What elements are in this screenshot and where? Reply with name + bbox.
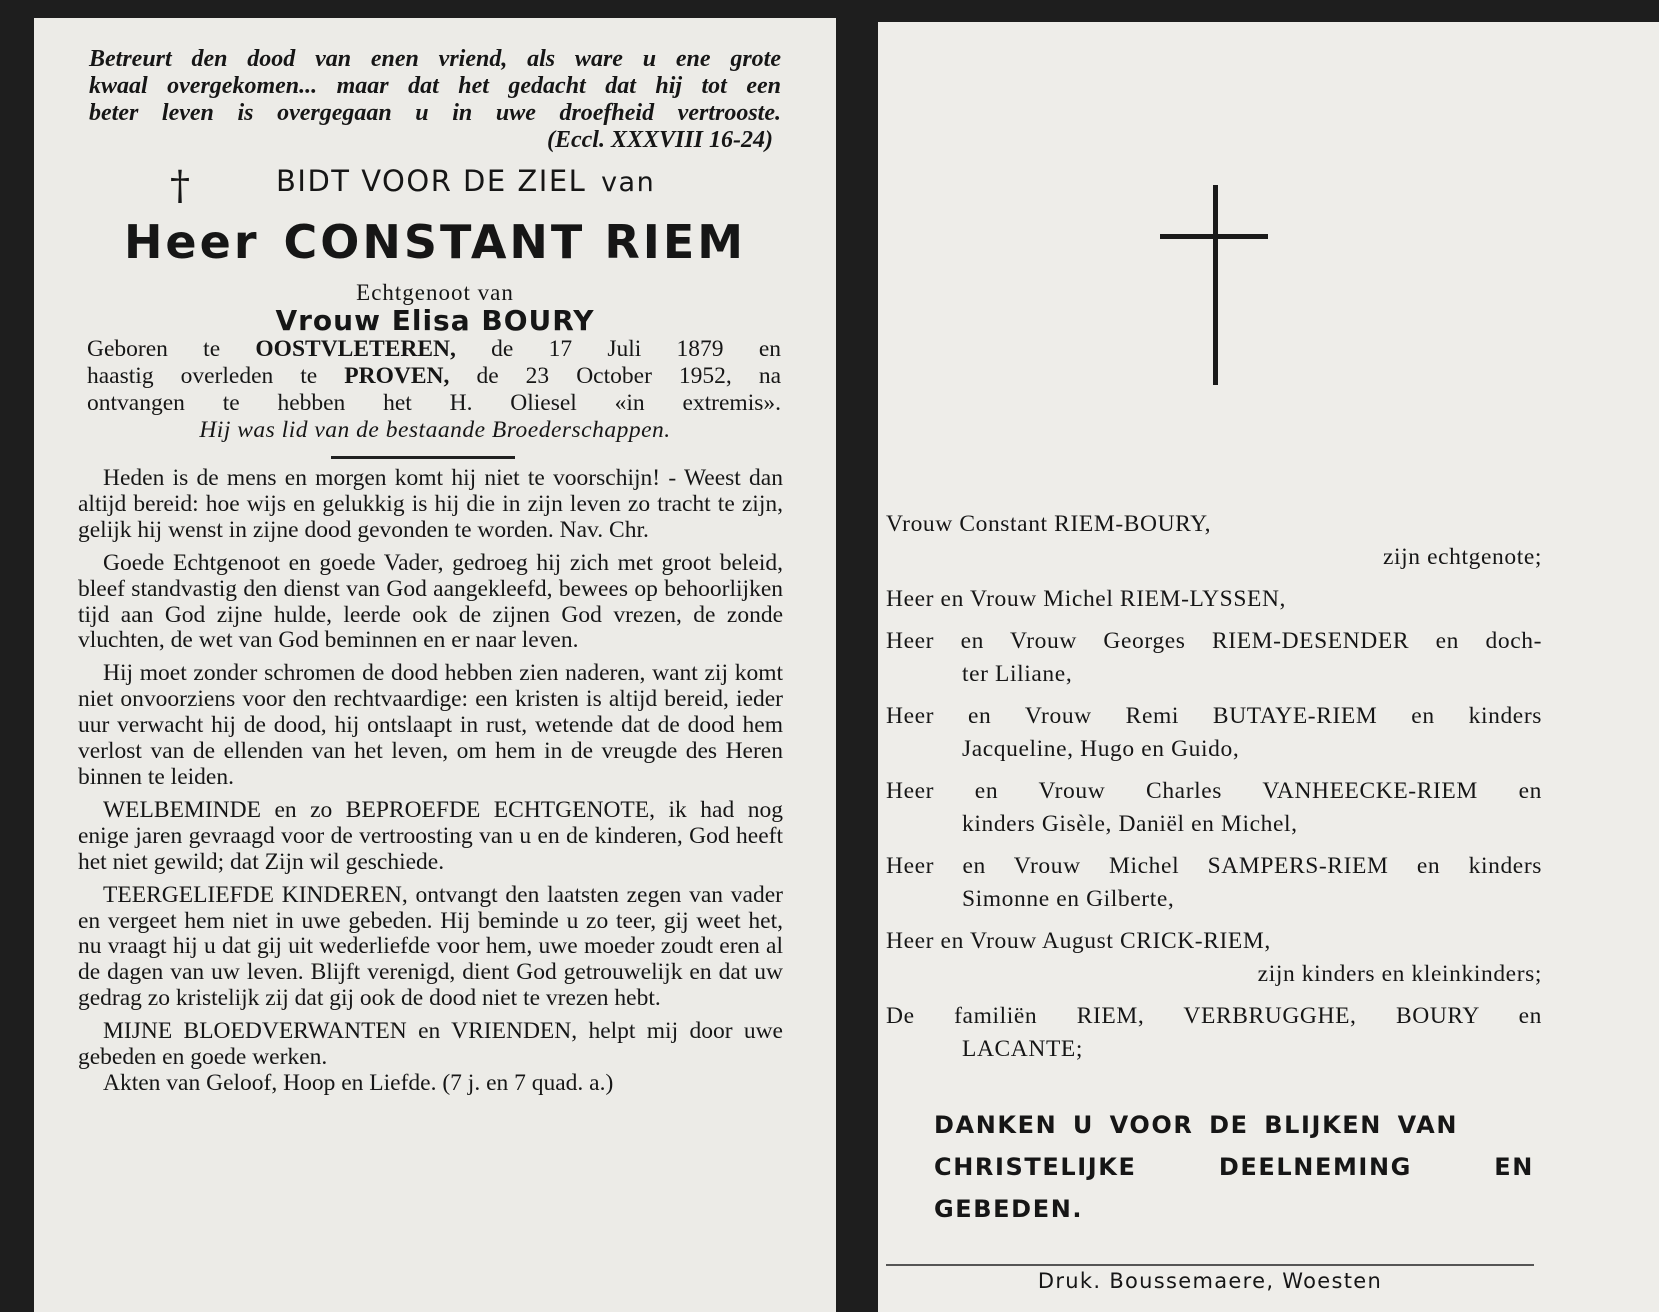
family-line: Heer en Vrouw August CRICK-RIEM, — [886, 928, 1271, 954]
family-line: LACANTE; — [962, 1036, 1083, 1062]
family-line: zijn kinders en kleinkinders; — [1257, 961, 1542, 987]
divider — [886, 1264, 1534, 1266]
sacrament-line: ontvangen te hebben het H. Oliesel «in extremis». — [87, 390, 781, 416]
family-line: Heer en Vrouw Charles VANHEECKE-RIEM en — [886, 778, 1542, 804]
quote-line: beter leven is overgegaan u in uwe droefheid vertrooste. — [89, 100, 781, 126]
deceased-name — [34, 214, 836, 270]
thanks-line: DANKEN U VOOR DE BLIJKEN VAN — [934, 1111, 1458, 1139]
quote-line: kwaal overgekomen... maar dat het gedacht dat hij tot een — [89, 73, 781, 99]
cross-icon: † — [170, 163, 190, 209]
quote-source: (Eccl. XXXVIII 16-24) — [546, 127, 773, 153]
family-line: De familiën RIEM, VERBRUGGHE, BOURY en — [886, 1003, 1542, 1029]
printer-credit: Druk. Boussemaere, Woesten — [1037, 1269, 1383, 1293]
cross-icon — [878, 22, 1659, 422]
paragraph: Hij moet zonder schromen de dood hebben zien naderen, want zij komt niet onvoorziens voor den rechtvaardige: een kristen is altijd bereid, ieder uur verwacht hij de dood, hij ontslaapt in rust, wetende dat de dood hem verlost van de ellenden van het leven, om hem in de vreugde des Heren binnen te leiden. — [78, 660, 783, 790]
family-line: Heer en Vrouw Michel SAMPERS-RIEM en kinders — [886, 853, 1542, 879]
spouse-name: Vrouw Elisa BOURY — [275, 304, 595, 337]
thanks-message — [934, 1104, 1534, 1230]
paragraph: Goede Echtgenoot en goede Vader, gedroeg hij zich met groot beleid, bleef standvastig den dienst van God aangekleefd, bewees op behoorlijken tijd aan God zijne hulde, leerde ook de zijnen God vrezen, de zonde vluchten, de wet van God beminnen en er naar leven. — [78, 549, 783, 654]
family-line: Heer en Vrouw Michel RIEM-LYSSEN, — [886, 586, 1287, 612]
left-card — [34, 18, 836, 1312]
quote-line: Betreurt den dood van enen vriend, als ware u ene grote — [89, 46, 781, 72]
final-line: Akten van Geloof, Hoop en Liefde. (7 j. en 7 quad. a.) — [103, 1069, 614, 1096]
pray-heading — [276, 164, 655, 198]
paragraph: WELBEMINDE en zo BEPROEFDE ECHTGENOTE, ik had nog enige jaren gevraagd voor de vertroosting van u en de kinderen, God heeft het niet gewild; dat Zijn wil geschiede. — [78, 796, 783, 875]
spouse-label: Echtgenoot van — [356, 280, 514, 305]
death-date: de 23 October 1952, na — [476, 363, 782, 389]
paragraph: TEERGELIEFDE KINDEREN, ontvangt den laatsten zegen van vader en vergeet hem niet in uwe gebeden. Hij beminde u zo teer, gij weet het, nu vraagt hij u dat gij uit wederliefde voor hem, uwe moeder zoudt eren al de dagen van uw leven. Blijft verenigd, dient God getrouwelijk en dat uw gedrag zo kristelijk zij dat gij ook de dood niet te vrezen hebt. — [78, 881, 783, 1012]
family-line: ter Liliane, — [962, 661, 1073, 687]
pray-text: BIDT VOOR DE ZIEL — [276, 164, 587, 198]
body-text — [78, 466, 783, 1097]
scripture-quote — [89, 46, 781, 154]
family-line: Heer en Vrouw Remi BUTAYE-RIEM en kinders — [886, 703, 1542, 729]
birth-line — [87, 336, 781, 363]
deceased-title: Heer — [123, 215, 260, 269]
membership-line: Hij was lid van de bestaande Broederschappen. — [199, 417, 671, 443]
death-line — [87, 363, 781, 390]
died-label: haastig overleden te — [87, 363, 318, 389]
paragraph: MIJNE BLOEDVERWANTEN en VRIENDEN, helpt mij door uwe gebeden en goede werken. — [78, 1018, 783, 1071]
pray-van: van — [601, 167, 656, 198]
birth-place: OOSTVLETEREN, — [255, 336, 456, 362]
family-line: Jacqueline, Hugo en Guido, — [962, 736, 1240, 762]
death-place: PROVEN, — [344, 363, 450, 389]
family-line: kinders Gisèle, Daniël en Michel, — [962, 811, 1298, 837]
birth-date: de 17 Juli 1879 en — [491, 336, 781, 362]
family-line: Simonne en Gilberte, — [962, 886, 1175, 912]
family-line: Vrouw Constant RIEM-BOURY, — [886, 511, 1212, 537]
right-card — [878, 22, 1659, 1312]
birth-death-info — [87, 336, 781, 417]
paragraph: Heden is de mens en morgen komt hij niet te voorschijn! - Weest dan altijd bereid: hoe wijs en gelukkig is hij die in zijn leven zo tracht te zijn, gelijk hij wenst in zijne dood gevonden te worden. Nav. Chr. — [78, 465, 783, 543]
family-line: Heer en Vrouw Georges RIEM-DESENDER en doch- — [886, 628, 1542, 654]
family-line: zijn echtgenote; — [1382, 544, 1542, 570]
born-label: Geboren te — [87, 336, 221, 362]
thanks-line: CHRISTELIJKE DEELNEMING EN GEBEDEN. — [934, 1153, 1534, 1223]
family-list — [886, 508, 1542, 1066]
divider — [331, 456, 515, 459]
deceased-fullname: CONSTANT RIEM — [283, 215, 747, 269]
